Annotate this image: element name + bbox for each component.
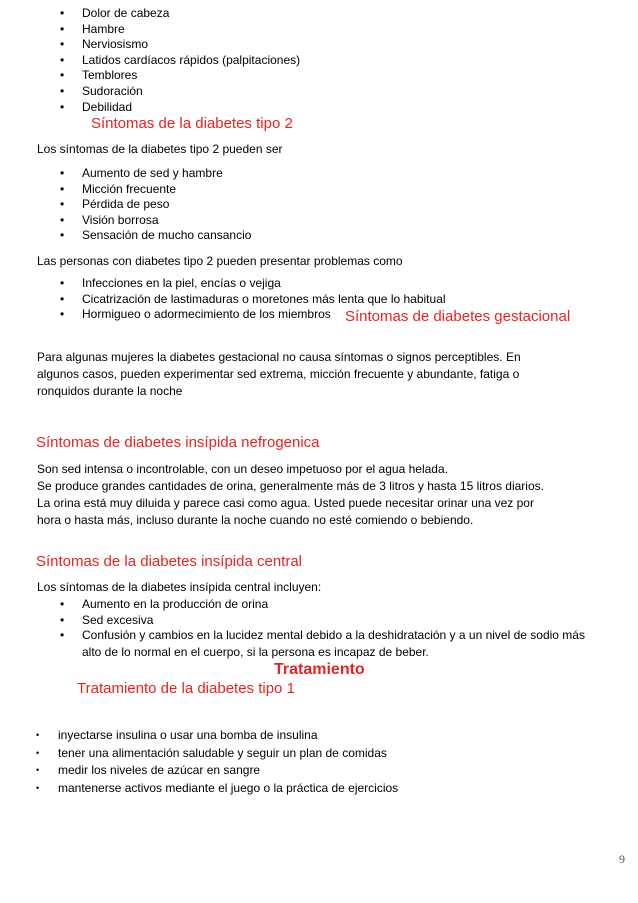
list-item: • Pérdida de peso — [60, 197, 251, 213]
paragraph-line: Son sed intensa o incontrolable, con un deseo impetuoso por el agua helada. — [37, 462, 448, 476]
list-item: • Infecciones en la piel, encías o vejiga — [60, 276, 446, 292]
symptom-list-type1 — [60, 6, 300, 115]
symptom-list-type2 — [60, 166, 251, 244]
gestational-paragraph — [37, 349, 521, 400]
symptom-list-central — [60, 597, 585, 644]
list-item: • Confusión y cambios en la lucidez mental debido a la deshidratación y a un nivel de sodio más — [60, 628, 585, 644]
heading-type2-symptoms: Síntomas de la diabetes tipo 2 — [91, 115, 293, 132]
list-item: • Sed excesiva — [60, 613, 585, 629]
paragraph-line: La orina está muy diluida y parece casi como agua. Usted puede necesitar orinar una vez por — [37, 496, 534, 510]
type2-problems-intro: Las personas con diabetes tipo 2 pueden presentar problemas como — [37, 254, 403, 268]
paragraph-line: Para algunas mujeres la diabetes gestacional no causa síntomas o signos perceptibles. En — [37, 350, 521, 364]
heading-gestational-symptoms: Síntomas de diabetes gestacional — [345, 308, 571, 325]
list-item: • Sudoración — [60, 84, 300, 100]
paragraph-line: Se produce grandes cantidades de orina, generalmente más de 3 litros y hasta 15 litros diarios. — [37, 479, 544, 493]
type2-intro: Los síntomas de la diabetes tipo 2 pueden ser — [37, 142, 283, 156]
list-item: • Visión borrosa — [60, 213, 251, 229]
list-item: • Sensación de mucho cansancio — [60, 228, 251, 244]
list-item: • Nerviosismo — [60, 37, 300, 53]
paragraph-line: algunos casos, pueden experimentar sed extrema, micción frecuente y abundante, fatiga o — [37, 367, 520, 381]
list-item: • mantenerse activos mediante el juego o la práctica de ejercicios — [36, 780, 398, 798]
list-item-continuation: alto de lo normal en el cuerpo, si la persona es incapaz de beber. — [82, 645, 429, 659]
list-item: • Aumento en la producción de orina — [60, 597, 585, 613]
paragraph-line: hora o hasta más, incluso durante la noche cuando no esté comiendo o bebiendo. — [37, 513, 474, 527]
paragraph-line: ronquidos durante la noche — [37, 384, 183, 398]
list-item: • inyectarse insulina o usar una bomba de insulina — [36, 727, 398, 745]
heading-treatment: Tratamiento — [274, 661, 365, 678]
list-item: • Hambre — [60, 22, 300, 38]
list-item: • Micción frecuente — [60, 182, 251, 198]
heading-nephrogenic-symptoms: Síntomas de diabetes insípida nefrogenica — [36, 434, 320, 451]
heading-central-symptoms: Síntomas de la diabetes insípida central — [36, 553, 302, 570]
list-item: • Dolor de cabeza — [60, 6, 300, 22]
list-item: • Temblores — [60, 68, 300, 84]
nephrogenic-paragraph — [37, 461, 544, 529]
list-item: • Hormigueo o adormecimiento de los miembros — [60, 307, 446, 323]
list-item: • Cicatrización de lastimaduras o moretones más lenta que lo habitual — [60, 292, 446, 308]
list-item: • Debilidad — [60, 100, 300, 116]
list-item: • medir los niveles de azúcar en sangre — [36, 762, 398, 780]
list-item: • Aumento de sed y hambre — [60, 166, 251, 182]
list-item: • tener una alimentación saludable y seguir un plan de comidas — [36, 745, 398, 763]
treatment-list-type1 — [36, 727, 398, 797]
central-intro: Los síntomas de la diabetes insípida central incluyen: — [37, 580, 322, 594]
page-number: 9 — [619, 852, 625, 866]
list-item: • Latidos cardíacos rápidos (palpitaciones) — [60, 53, 300, 69]
heading-treatment-type1: Tratamiento de la diabetes tipo 1 — [77, 680, 295, 697]
